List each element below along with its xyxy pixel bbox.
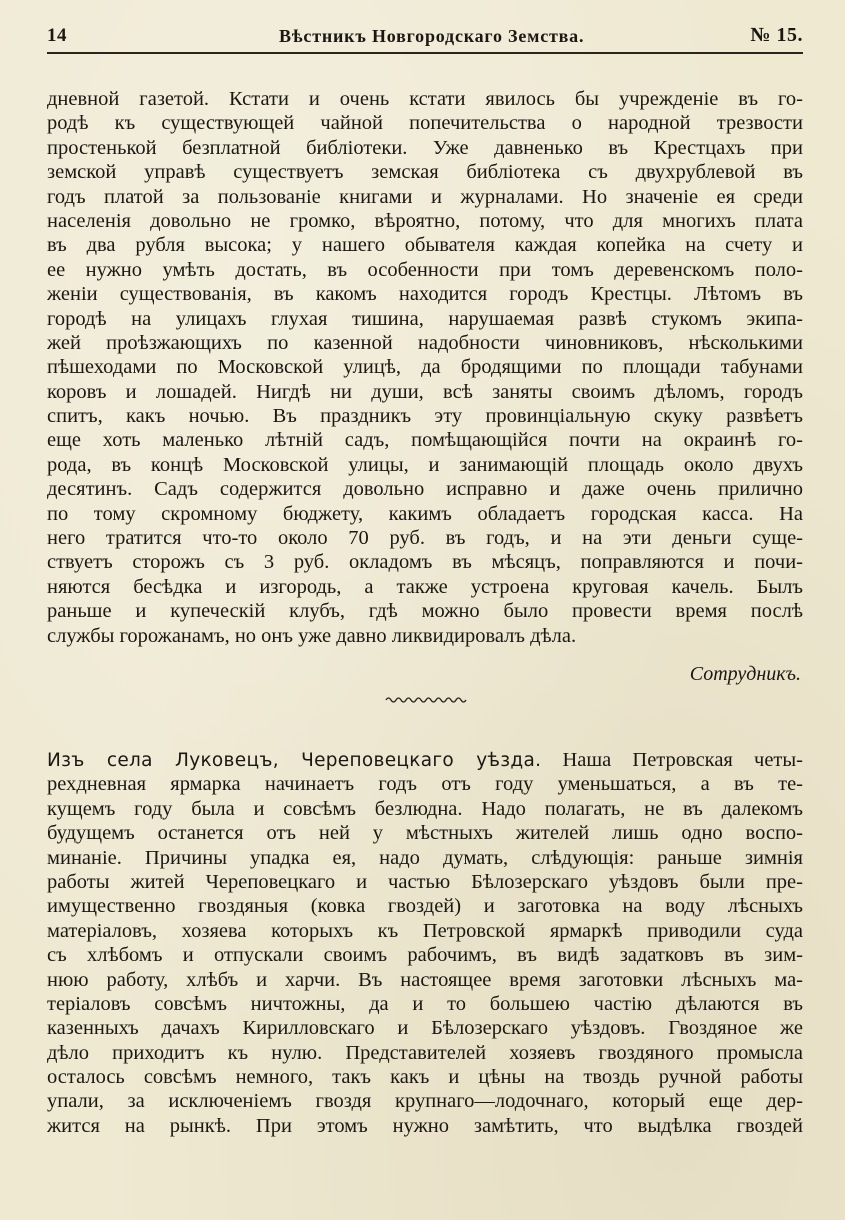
text-line: родѣ къ существующей чайной попечительства о народной трезвости [47,112,803,135]
text-line: еще хоть маленько лѣтній садъ, помѣщающійся почти на окраинѣ го- [47,429,803,452]
text-line: будущемъ останется отъ ней у мѣстныхъ жителей лишь одно воспо- [47,822,803,845]
author-signature: Сотрудникъ. [689,662,801,685]
text-line: няются бесѣдка и изгородь, а также устроена круговая качель. Былъ [47,575,803,598]
text-fragment: Наша Петровская четы- [562,748,803,771]
text-line: женіи существованія, въ какомъ находится городъ Крестцы. Лѣтомъ въ [47,283,803,306]
text-line: работы житей Череповецкаго и частью Бѣлозерскаго уѣздовъ были пре- [47,870,803,893]
wavy-divider [385,695,467,705]
issue-number: № 15. [750,24,803,46]
text-line: рода, въ концѣ Московской улицы, и занимающій площадь около двухъ [47,453,803,476]
text-line: простенькой безплатной библіотеки. Уже давненько въ Крестцахъ при [47,136,803,159]
text-line: ствуетъ сторожъ съ 3 руб. окладомъ въ мѣсяцъ, поправляются и почи- [47,551,803,574]
text-line: имущественно гвоздяныя (ковка гвоздей) и заготовка на воду лѣсныхъ [47,895,803,918]
text-line: дневной газетой. Кстати и очень кстати явилось бы учрежденіе въ го- [47,88,803,110]
text-line: городѣ на улицахъ глухая тишина, нарушаемая развѣ стукомъ экипа- [47,307,803,330]
text-line: рехдневная ярмарка начинаетъ годъ отъ году уменьшаться, а въ те- [47,773,803,796]
text-line: теріаловъ совсѣмъ ничтожны, да и то большею частію дѣлаются въ [47,992,803,1015]
text-line: жится на рынкѣ. При этомъ нужно замѣтить, что выдѣлка гвоздей [47,1114,803,1137]
text-line: по тому скромному бюджету, какимъ обладаетъ городская касса. На [47,502,803,525]
text-line: нюю работу, хлѣбъ и харчи. Въ настоящее время заготовки лѣсныхъ ма- [47,968,803,991]
text-line: казенныхъ дачахъ Кирилловскаго и Бѣлозерскаго уѣздовъ. Гвоздяное же [47,1017,803,1040]
text-line: годъ платой за пользованіе книгами и журналами. Но значеніе ея среди [47,185,803,208]
page-number: 14 [47,25,67,46]
text-line: службы горожанамъ, но онъ уже давно ликвидировалъ дѣла. [47,624,577,647]
text-line: съ хлѣбомъ и отпускали своимъ рабочимъ, въ видѣ задатковъ въ зим- [47,944,803,967]
text-line: матеріаловъ, хозяева которыхъ къ Петровской ярмаркѣ приводили суда [47,919,803,942]
text-line: минаніе. Причины упадка ея, надо думать, слѣдующія: раньше зимнія [47,846,803,869]
text-line: въ два рубля высока; у нашего обывателя каждая копейка на счету и [47,234,803,257]
text-line: населенія довольно не громко, вѣроятно, потому, что для многихъ плата [47,209,803,232]
text-line-lead [47,748,803,772]
article-lead: Изъ села Луковецъ, Череповецкаго уѣзда. [47,749,542,771]
page-header [47,24,803,54]
text-line: земской управѣ существуетъ земская библіотека съ двухрублевой въ [47,161,803,184]
text-line: раньше и купеческій клубъ, гдѣ можно было провести время послѣ [47,600,803,623]
article-crestsy [47,87,803,648]
article-lukovets [47,748,803,1138]
text-line: осталось совсѣмъ немного, такъ какъ и цѣны на твоздь ручной работы [47,1066,803,1089]
text-line: кущемъ году была и совсѣмъ безлюдна. Надо полагать, не въ далекомъ [47,797,803,820]
text-line: ее нужно умѣть достать, въ особенности при томъ деревенскомъ поло- [47,258,803,281]
text-line: него тратится что-то около 70 руб. въ годъ, и на эти деньги суще- [47,527,803,550]
journal-title: Вѣстникъ Новгородскаго Земства. [279,26,585,46]
text-line: коровъ и лошадей. Нигдѣ ни души, всѣ заняты своимъ дѣломъ, городъ [47,380,803,403]
text-line: упали, за исключеніемъ гвоздя крупнаго—лодочнаго, который еще дер- [47,1090,803,1113]
text-line: десятинъ. Садъ содержится довольно исправно и даже очень прилично [47,478,803,501]
text-line: спитъ, какъ ночью. Въ праздникъ эту провинціальную скуку развѣетъ [47,405,803,428]
text-line: дѣло приходитъ къ нулю. Представителей хозяевъ гвоздяного промысла [47,1041,803,1064]
text-line: пѣшеходами по Московской улицѣ, да бродящими по площади табунами [47,356,803,379]
text-line: жей проѣзжающихъ по казенной надобности чиновниковъ, нѣсколькими [47,331,803,354]
